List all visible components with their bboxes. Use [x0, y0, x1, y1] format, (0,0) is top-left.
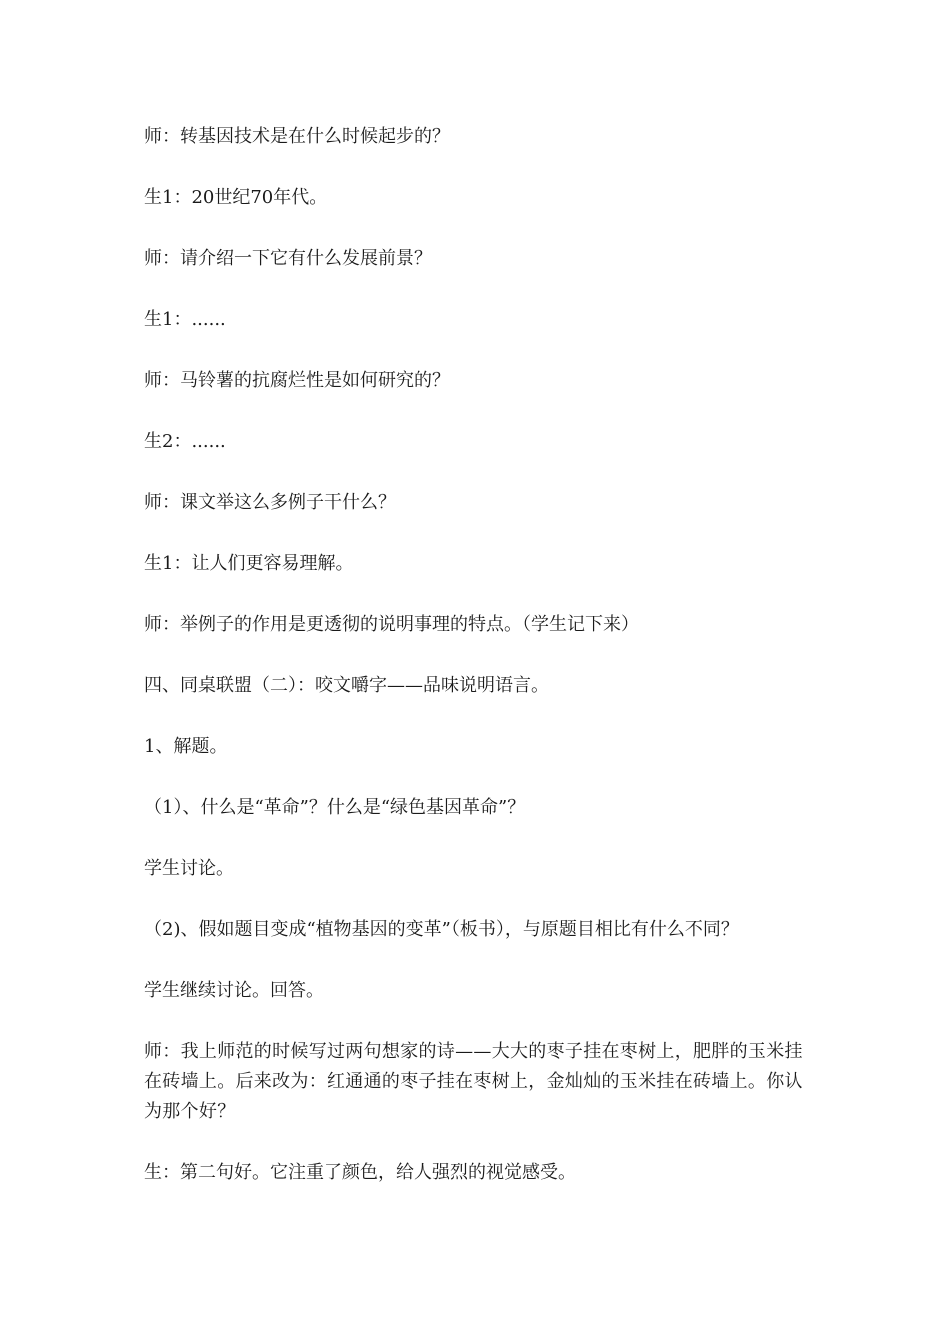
document-body	[144, 122, 809, 1219]
student-discussion: 学生讨论。	[144, 858, 234, 879]
student-poem-answer: 生：第二句好。它注重了颜色，给人强烈的视觉感受。	[144, 1162, 576, 1183]
teacher-question-examples: 师：课文举这么多例子干什么？	[144, 492, 396, 513]
student-continue-discussion: 学生继续讨论。回答。	[144, 980, 324, 1001]
teacher-question-potato: 师：马铃薯的抗腐烂性是如何研究的？	[144, 370, 450, 391]
teacher-question-prospect: 师：请介绍一下它有什么发展前景？	[144, 248, 432, 269]
teacher-summary-examples: 师：举例子的作用是更透彻的说明事理的特点。（学生记下来）	[144, 614, 639, 635]
student-answer-potato: 生2：......	[144, 431, 226, 452]
student-answer-origin: 生1：20世纪70年代。	[144, 187, 328, 208]
teacher-poem-example: 师：我上师范的时候写过两句想家的诗——大大的枣子挂在枣树上，肥胖的玉米挂在砖墙上。后来改为：红通通的枣子挂在枣树上，金灿灿的玉米挂在砖墙上。你认为那个好？	[144, 1041, 803, 1122]
subheading-title-analysis: 1、解题。	[144, 736, 228, 757]
student-answer-prospect: 生1：......	[144, 309, 226, 330]
question-one: （1）、什么是“革命”？什么是“绿色基因革命”？	[144, 797, 526, 818]
question-two: （2)、假如题目变成“植物基因的变革”（板书），与原题目相比有什么不同？	[144, 919, 739, 940]
student-answer-examples: 生1：让人们更容易理解。	[144, 553, 354, 574]
teacher-question-origin: 师：转基因技术是在什么时候起步的？	[144, 126, 450, 147]
section-heading-four: 四、同桌联盟（二）：咬文嚼字——品味说明语言。	[144, 675, 549, 696]
